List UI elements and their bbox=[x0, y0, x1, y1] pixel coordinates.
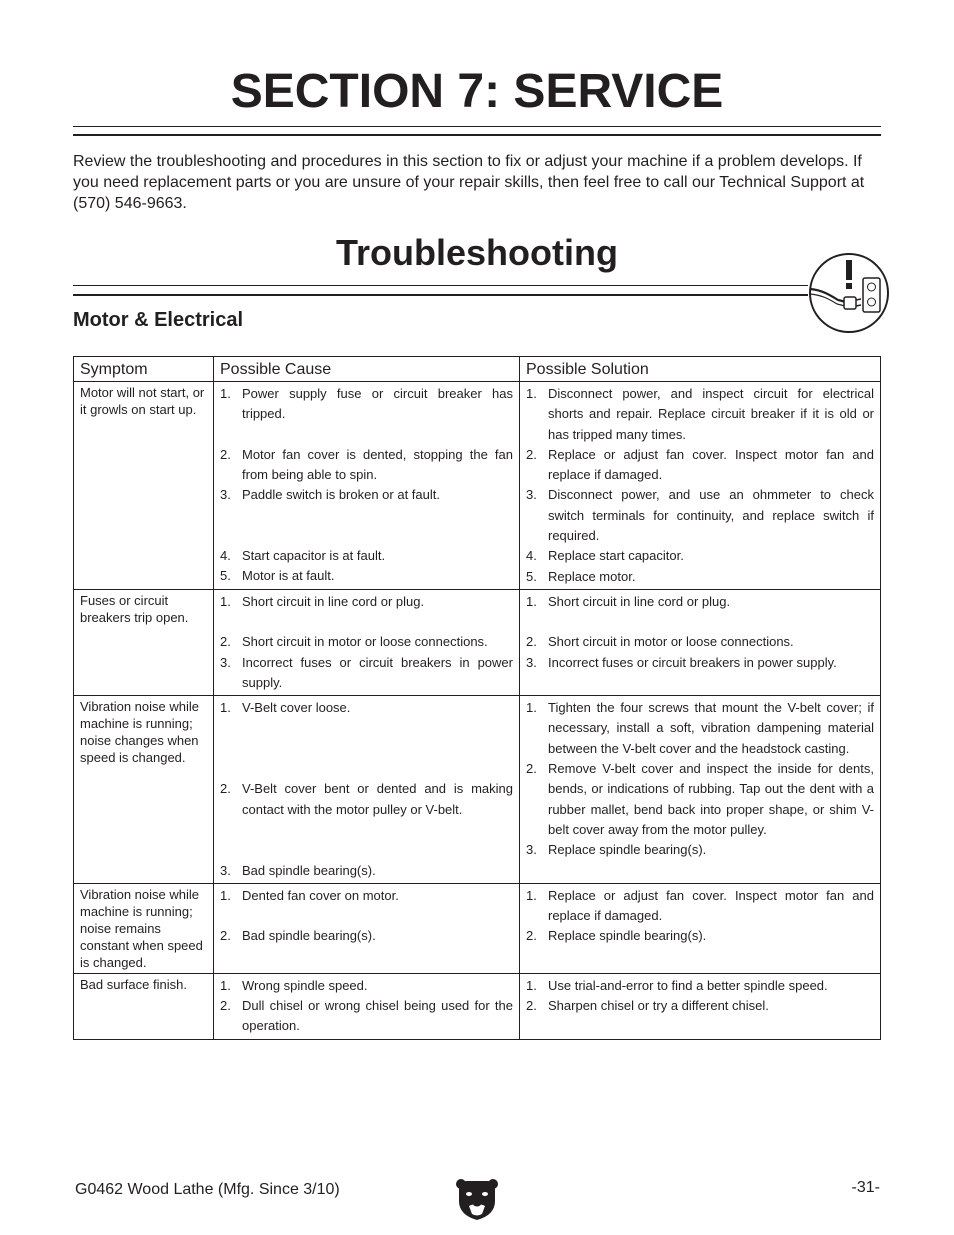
list-item: 3. Incorrect fuses or circuit breakers in power supply. bbox=[526, 654, 837, 670]
cause-cell bbox=[214, 696, 520, 884]
intro-paragraph: Review the troubleshooting and procedures in this section to fix or adjust your machine if a problem develops. If you need replacement parts or you are unsure of your repair skills, then feel free to call our Technical Support at (570) 546-9663. bbox=[73, 153, 865, 212]
list-item: 5. Replace motor. bbox=[526, 568, 636, 584]
list-item: 2. Bad spindle bearing(s). bbox=[220, 928, 376, 944]
list-item: 1. Short circuit in line cord or plug. bbox=[220, 593, 425, 609]
list-item: 2. Replace spindle bearing(s). bbox=[526, 928, 707, 944]
cause-cell bbox=[214, 883, 520, 973]
section-rule-top bbox=[73, 126, 881, 127]
list-item: 1. Replace or adjust fan cover. Inspect motor fan and replace if damaged. bbox=[526, 887, 874, 924]
footer-model: G0462 Wood Lathe (Mfg. Since 3/10) bbox=[75, 1181, 340, 1198]
list-item: 2. Sharpen chisel or try a different chisel. bbox=[526, 998, 769, 1014]
table-row bbox=[74, 589, 881, 695]
solution-cell bbox=[520, 883, 881, 973]
table-row bbox=[74, 696, 881, 884]
list-item: 1. Disconnect power, and inspect circuit for electrical shorts and repair. Replace circuit breaker if it is old or has tripped many times. bbox=[526, 386, 874, 442]
cause-cell bbox=[214, 382, 520, 590]
symptom-cell: Fuses or circuit breakers trip open. bbox=[74, 589, 214, 695]
symptom-cell: Motor will not start, or it growls on start up. bbox=[74, 382, 214, 590]
section-title: SECTION 7: SERVICE bbox=[230, 65, 724, 118]
list-item: 3. Incorrect fuses or circuit breakers in power supply. bbox=[220, 654, 513, 690]
list-item: 3. Replace spindle bearing(s). bbox=[526, 842, 707, 858]
table-row bbox=[74, 883, 881, 973]
list-item: 2. Dull chisel or wrong chisel being used for the operation. bbox=[220, 998, 513, 1034]
solution-cell bbox=[520, 973, 881, 1039]
list-item: 1. Tighten the four screws that mount the V-belt cover; if necessary, install a soft, vibration dampening material between the V-belt cover and the headstock casting. bbox=[526, 700, 874, 756]
list-item: 5. Motor is at fault. bbox=[220, 568, 335, 584]
list-item: 2. Motor fan cover is dented, stopping the fan from being able to spin. bbox=[220, 446, 513, 482]
header-symptom: Symptom bbox=[74, 357, 214, 382]
table-header-row bbox=[74, 357, 881, 382]
list-item: 2. Replace or adjust fan cover. Inspect motor fan and replace if damaged. bbox=[526, 446, 874, 483]
list-item: 1. Short circuit in line cord or plug. bbox=[526, 593, 731, 609]
list-item: 3. Paddle switch is broken or at fault. bbox=[220, 487, 440, 503]
list-item: 1. V-Belt cover loose. bbox=[220, 700, 351, 716]
symptom-cell: Vibration noise while machine is running; noise remains constant when speed is changed. bbox=[74, 883, 214, 973]
electrical-warning-icon bbox=[808, 252, 890, 334]
table-row bbox=[74, 382, 881, 590]
header-possible-solution: Possible Solution bbox=[520, 357, 881, 382]
table-row bbox=[74, 973, 881, 1039]
list-item: 3. Disconnect power, and use an ohmmeter to check switch terminals for continuity, and replace switch if required. bbox=[526, 487, 874, 544]
list-item: 4. Replace start capacitor. bbox=[526, 548, 684, 564]
cause-cell bbox=[214, 589, 520, 695]
troubleshooting-rule-top bbox=[73, 285, 808, 286]
symptom-cell: Bad surface finish. bbox=[74, 973, 214, 1039]
section-rule-bottom bbox=[73, 134, 881, 136]
solution-cell bbox=[520, 696, 881, 884]
list-item: 4. Start capacitor is at fault. bbox=[220, 548, 386, 564]
troubleshooting-rule-bottom bbox=[73, 294, 808, 296]
troubleshooting-title: Troubleshooting bbox=[336, 232, 618, 273]
list-item: 1. Use trial-and-error to find a better spindle speed. bbox=[526, 977, 828, 993]
cause-cell bbox=[214, 973, 520, 1039]
list-item: 1. Power supply fuse or circuit breaker has tripped. bbox=[220, 386, 513, 422]
list-item: 3. Bad spindle bearing(s). bbox=[220, 862, 376, 878]
list-item: 1. Dented fan cover on motor. bbox=[220, 887, 399, 903]
list-item: 2. Short circuit in motor or loose connections. bbox=[220, 634, 488, 650]
list-item: 2. Short circuit in motor or loose connections. bbox=[526, 634, 794, 650]
symptom-cell: Vibration noise while machine is running; noise changes when speed is changed. bbox=[74, 696, 214, 884]
header-possible-cause: Possible Cause bbox=[214, 357, 520, 382]
list-item: 2. V-Belt cover bent or dented and is making contact with the motor pulley or V-belt. bbox=[220, 781, 513, 817]
troubleshooting-table bbox=[73, 356, 881, 1040]
solution-cell bbox=[520, 589, 881, 695]
solution-cell bbox=[520, 382, 881, 590]
list-item: 1. Wrong spindle speed. bbox=[220, 977, 368, 993]
bear-logo-icon bbox=[455, 1177, 499, 1221]
page-number: -31- bbox=[851, 1179, 880, 1196]
list-item: 2. Remove V-belt cover and inspect the inside for dents, bends, or indications of rubbing. Tap out the dent with a rubber mallet, bend back into proper shape, or shim V-belt cover away from the motor pulley. bbox=[526, 761, 874, 837]
subsection-title: Motor & Electrical bbox=[73, 309, 244, 331]
